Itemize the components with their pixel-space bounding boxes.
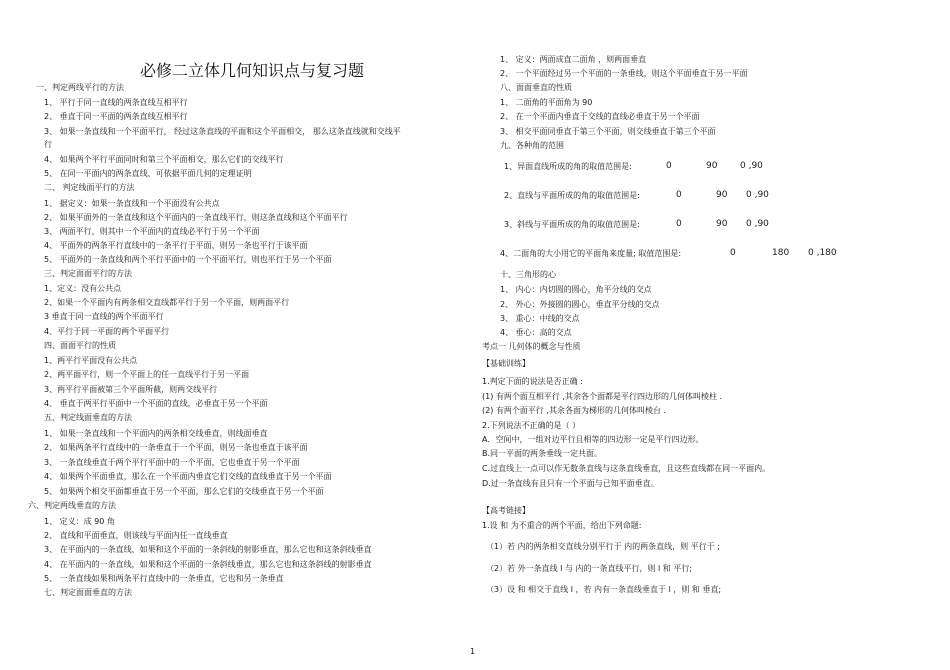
right-text-line: 考点一 几何体的概念与性质 — [482, 342, 581, 351]
left-text-line: 4、 垂直于两平行平面中一个平面的直线，必垂直于另一个平面 — [44, 399, 268, 408]
right-text-line: D.过一条直线有且只有一个平面与已知平面垂直。 — [482, 479, 659, 488]
left-text-line: 三、判定面面平行的方法 — [44, 269, 132, 278]
left-text-line: 1、定义：没有公共点 — [44, 284, 122, 293]
left-text-line: 四、面面平行的性质 — [44, 341, 116, 350]
right-text-line: (1) 有两个面互相平行 ,其余各个面都是平行四边形的几何体叫棱柱 . — [482, 392, 723, 401]
angle-range-value: 0 ,90 — [746, 190, 769, 200]
left-text-line: 4、平行于同一平面的两个平面平行 — [44, 327, 170, 336]
right-text-line: 1.判定下面的说法是否正确 : — [482, 377, 583, 386]
left-text-line: 3、 一条直线垂直于两个平行平面中的一个平面，它也垂直于另一个平面 — [44, 458, 300, 467]
right-text-line: 1.设 和 为不重合的两个平面，给出下列命题: — [482, 521, 642, 530]
right-text-line: 2、直线与平面所成的角的取值范围是: — [504, 191, 640, 200]
right-text-line: 1、 二面角的平面角为 90 — [500, 98, 593, 107]
right-text-line: C.过直线上一点可以作无数条直线与这条直线垂直，且这些直线都在同一平面内。 — [482, 464, 771, 473]
angle-range-value: 0 — [666, 161, 672, 171]
left-text-line: 二、 判定线面平行的方法 — [44, 183, 135, 192]
right-text-line: 2、 外心：外接圆的圆心，垂直平分线的交点 — [500, 300, 660, 309]
left-text-line: 一、判定两线平行的方法 — [36, 83, 124, 92]
left-text-line: 1、 定义：成 90 角 — [44, 517, 115, 526]
left-text-line: 3、 在平面内的一条直线，如果和这个平面的一条斜线的射影垂直，那么它也和这条斜线垂直 — [44, 545, 372, 554]
right-text-line: 十、三角形的心 — [500, 270, 556, 279]
angle-range-value: 180 — [772, 248, 790, 258]
right-text-line: 2、 一个平面经过另一个平面的一条垂线，则这个平面垂直于另一平面 — [500, 69, 748, 78]
right-text-line: （2）若 外一条直线 l 与 内的一条直线平行，则 l 和 平行; — [486, 564, 693, 573]
left-text-line: 4、 如果两个平行平面同时和第三个平面相交，那么它们的交线平行 — [44, 155, 284, 164]
right-text-line: 4、 垂心：高的交点 — [500, 328, 572, 337]
angle-range-value: 90 — [706, 161, 718, 171]
left-text-line: 2、 直线和平面垂直，则该线与平面内任一直线垂直 — [44, 531, 228, 540]
left-text-line: 1、 平行于同一直线的两条直线互相平行 — [44, 98, 188, 107]
left-text-line: 2、 如果两条平行直线中的一条垂直于一个平面，则另一条也垂直于该平面 — [44, 443, 308, 452]
right-text-line: 3、斜线与平面所成的角的取值范围是: — [504, 220, 640, 229]
angle-range-value: 0 ,90 — [740, 161, 763, 171]
left-text-line: 4、 平面外的两条平行直线中的一条平行于平面，则另一条也平行于该平面 — [44, 241, 308, 250]
page-number: 1 — [470, 647, 476, 656]
angle-range-value: 0 — [730, 248, 736, 258]
left-text-line: 5、 一条直线如果和两条平行直线中的一条垂直，它也和另一条垂直 — [44, 574, 284, 583]
right-text-line: 2.下列说法不正确的是（ ） — [482, 421, 581, 430]
left-text-line: 1、 据定义：如果一条直线和一个平面没有公共点 — [44, 199, 220, 208]
right-text-line: 2、 在一个平面内垂直于交线的直线必垂直于另一个平面 — [500, 112, 700, 121]
left-text-line: 1、 如果一条直线和一个平面内的两条相交线垂直，则线面垂直 — [44, 429, 268, 438]
left-text-line: 5、 如果两个相交平面都垂直于另一个平面，那么它们的交线垂直于另一个平面 — [44, 487, 324, 496]
right-text-line: 4、二面角的大小用它的平面角来度量; 取值范围是: — [500, 249, 682, 258]
angle-range-value: 0 — [676, 190, 682, 200]
right-text-line: A．空间中，一组对边平行且相等的四边形一定是平行四边形。 — [482, 435, 704, 444]
right-text-line: 1、异面直线所成的角的取值范围是: — [504, 162, 632, 171]
left-text-line: 3、两平行平面被第三个平面所截，则两交线平行 — [44, 385, 218, 394]
right-text-line: （1）若 内的两条相交直线分别平行于 内的两条直线，则 平行于 ; — [486, 542, 720, 551]
left-text-line: 3、 如果一条直线和一个平面平行， 经过这条直线的平面和这个平面相交， 那么这条直线就和交线平 — [44, 127, 401, 136]
angle-range-value: 90 — [716, 190, 728, 200]
right-text-line: 【高考链接】 — [482, 506, 530, 515]
right-text-line: 1、 内心：内切圆的圆心，角平分线的交点 — [500, 285, 652, 294]
left-text-line: 3 垂直于同一直线的两个平面平行 — [44, 312, 164, 321]
left-text-line: 六、判定两线垂直的方法 — [28, 501, 116, 510]
right-text-line: 八、面面垂直的性质 — [500, 83, 572, 92]
right-text-line: 九、各种角的范围 — [500, 141, 564, 150]
angle-range-value: 0 ,180 — [808, 248, 837, 258]
left-text-line: 5、 平面外的一条直线和两个平行平面中的一个平面平行，则也平行于另一个平面 — [44, 255, 332, 264]
left-text-line: 七、判定面面垂直的方法 — [44, 588, 132, 597]
angle-range-value: 0 — [676, 219, 682, 229]
left-text-line: 3、 两面平行，则其中一个平面内的直线必平行于另一个平面 — [44, 227, 260, 236]
right-text-line: (2) 有两个面平行 ,其余各面为梯形的几何体叫棱台 . — [482, 406, 667, 415]
left-text-line: 2、 垂直于同一平面的两条直线互相平行 — [44, 112, 188, 121]
page-title: 必修二立体几何知识点与复习题 — [140, 61, 365, 80]
left-text-line: 行 — [44, 140, 52, 149]
angle-range-value: 0 ,90 — [746, 219, 769, 229]
left-text-line: 4、 在平面内的一条直线，如果和这个平面的一条斜线垂直，那么它也和这条斜线的射影垂直 — [44, 560, 372, 569]
right-text-line: 3、 重心：中线的交点 — [500, 314, 580, 323]
right-text-line: （3）设 和 相交于直线 l ，若 内有一条直线垂直于 l ，则 和 垂直; — [486, 585, 722, 594]
angle-range-value: 90 — [716, 219, 728, 229]
left-text-line: 五、判定线面垂直的方法 — [44, 413, 132, 422]
right-text-line: 1、 定义：两面成直二面角 ，则两面垂直 — [500, 55, 647, 64]
left-text-line: 2、两平面平行，则一个平面上的任一直线平行于另一平面 — [44, 370, 250, 379]
left-text-line: 2、如果一个平面内有两条相交直线都平行于另一个平面，则两面平行 — [44, 298, 290, 307]
left-text-line: 4、 如果两个平面垂直，那么在一个平面内垂直它们交线的直线垂直于另一个平面 — [44, 472, 332, 481]
left-text-line: 5、 在同一平面内的两条直线，可依据平面几何的定理证明 — [44, 169, 252, 178]
right-text-line: 3、 相交平面同垂直于第三个平面，则交线垂直于第三个平面 — [500, 127, 716, 136]
left-text-line: 2、 如果平面外的一条直线和这个平面内的一条直线平行，则这条直线和这个平面平行 — [44, 213, 348, 222]
left-text-line: 1、两平行平面没有公共点 — [44, 356, 138, 365]
right-text-line: B.同一平面的两条垂线一定共面。 — [482, 449, 603, 458]
right-text-line: 【基础训练】 — [482, 359, 530, 368]
